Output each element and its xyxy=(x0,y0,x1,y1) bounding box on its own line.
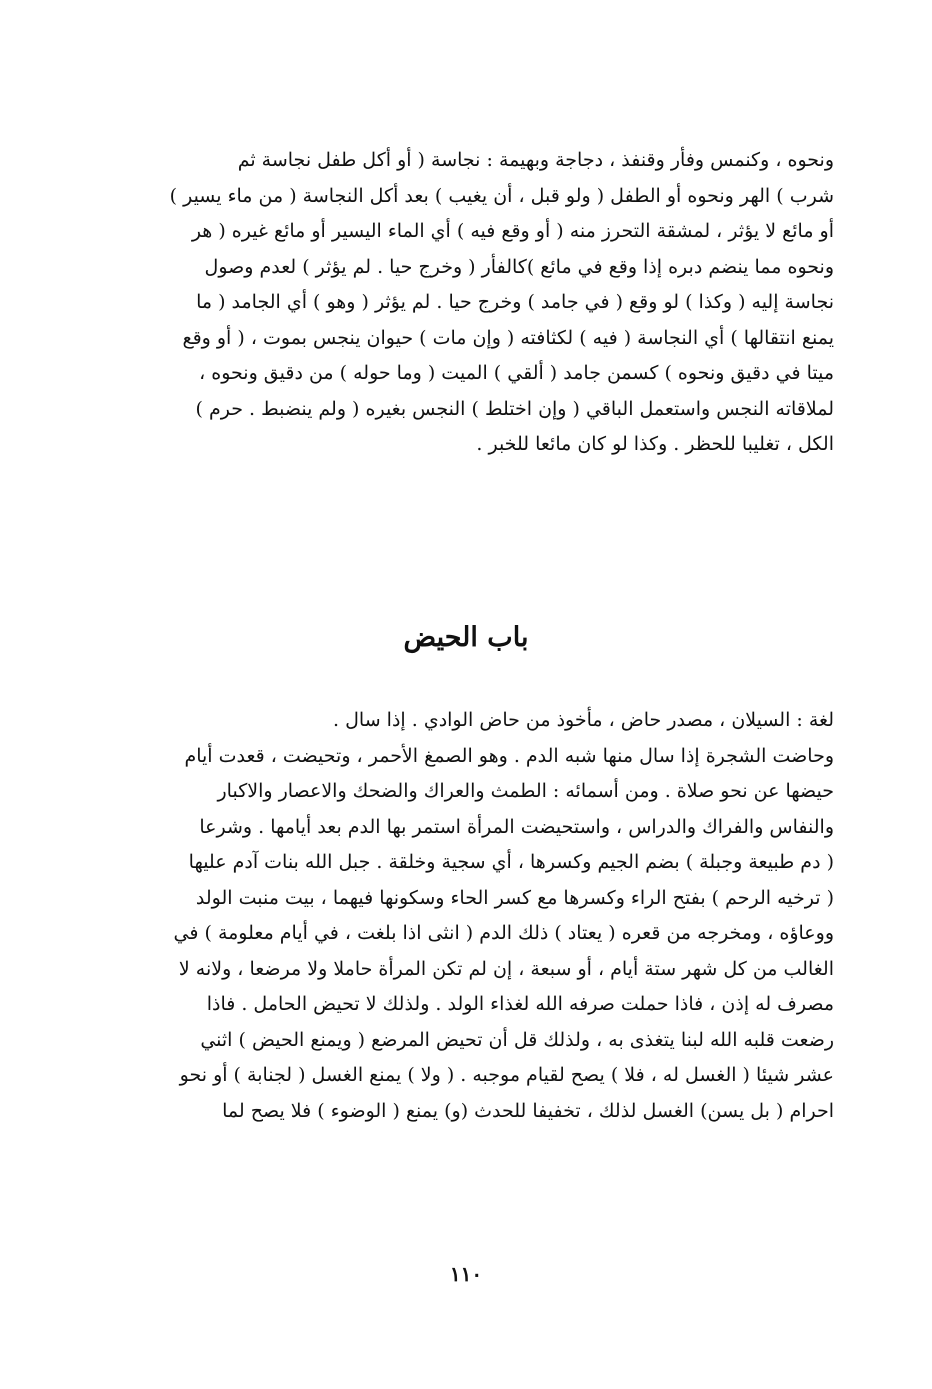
text-line: نجاسة إليه ( وكذا ) لو وقع ( في جامد ) وخرج حيا . لم يؤثر ( وهو ) أي الجامد ( ما xyxy=(196,291,834,313)
text-line: ونحوه ، وكنمس وفأر وقنفذ ، دجاجة وبهيمة : نجاسة ( أو أكل طفل نجاسة ثم xyxy=(237,149,834,171)
text-line: ( ترخيه الرحم ) بفتح الراء وكسرها مع كسر الحاء وسكونها فيهما ، بيت منبت الولد xyxy=(195,886,834,909)
text-line: حيضها عن نحو صلاة . ومن أسمائه : الطمث والعراك والضحك والاعصار والاكبار xyxy=(217,780,834,802)
text-line: لملاقاته النجس واستعمل الباقي ( وإن اختلط ) النجس بغيره ( ولم ينضبط . حرم ) xyxy=(195,397,834,420)
chapter-title: باب الحيض xyxy=(403,622,529,653)
text-line: يمنع انتقالها ) أي النجاسة ( فيه ) لكثافته ( وإن مات ) حيوان ينجس بموت ، ( أو وقع xyxy=(182,326,834,349)
text-line: لغة : السيلان ، مصدر حاض ، مأخوذ من حاض الوادي . إذا سال . xyxy=(333,709,834,731)
text-line: والنفاس والفراك والدراس ، واستحيضت المرأة استمر بها الدم بعد أيامها . وشرعا xyxy=(199,815,834,838)
text-line: مصرف له إذن ، فاذا حملت صرفه الله لغذاء الولد . ولذلك لا تحيض الحامل . فاذا xyxy=(206,993,834,1015)
text-line: ونحوه مما ينضم دبره إذا وقع في مائع )كالفأر ( وخرج حيا . لم يؤثر ) لعدم وصول xyxy=(204,255,834,278)
text-line: عشر شيئا ( الغسل له ، فلا ) يصح لقيام موجبه . ( ولا ) يمنع الغسل ( لجنابة ) أو نحو xyxy=(179,1064,834,1086)
text-line: الكل ، تغليبا للحظر . وكذا لو كان مائعا للخبر . xyxy=(476,433,834,455)
text-line: احرام ( بل يسن) الغسل لذلك ، تخفيفا للحدث (و) يمنع ( الوضوء ) فلا يصح لما xyxy=(222,1099,834,1122)
text-line: رضعت قلبه الله لبنا يتغذى به ، ولذلك قل أن تحيض المرضع ( ويمنع الحيض ) اثني xyxy=(200,1028,834,1051)
page-number: ١١٠ xyxy=(449,1262,483,1286)
text-line: وحاضت الشجرة إذا سال منها شبه الدم . وهو الصمغ الأحمر ، وتحيضت ، قعدت أيام xyxy=(184,744,834,767)
text-line: أو مائع لا يؤثر ، لمشقة التحرز منه ( أو وقع فيه ) أي الماء اليسير أو مائع غيره ( هر xyxy=(191,220,834,242)
paragraph-najasa xyxy=(118,143,834,463)
text-line: شرب ) الهر ونحوه أو الطفل ( ولو قبل ، أن يغيب ) بعد أكل النجاسة ( من ماء يسير ) xyxy=(169,184,834,207)
text-line: ميتا في دقيق ونحوه ) كسمن جامد ( ألقي ) الميت ( وما حوله ) من دقيق ونحوه ، xyxy=(199,362,834,384)
text-line: الغالب من كل شهر ستة أيام ، أو سبعة ، إن لم تكن المرأة حاملا ولا مرضعا ، ولانه لا xyxy=(178,957,834,980)
text-line: ووعاؤه ، ومخرجه من قعره ( يعتاد ) ذلك الدم ( انثى اذا بلغت ، في أيام معلومة ) في xyxy=(173,922,834,944)
paragraph-hayd xyxy=(118,703,834,1129)
text-line: ( دم طبيعة وجبلة ) بضم الجيم وكسرها ، أي سجية وخلقة . جبل الله بنات آدم عليها xyxy=(188,851,834,873)
